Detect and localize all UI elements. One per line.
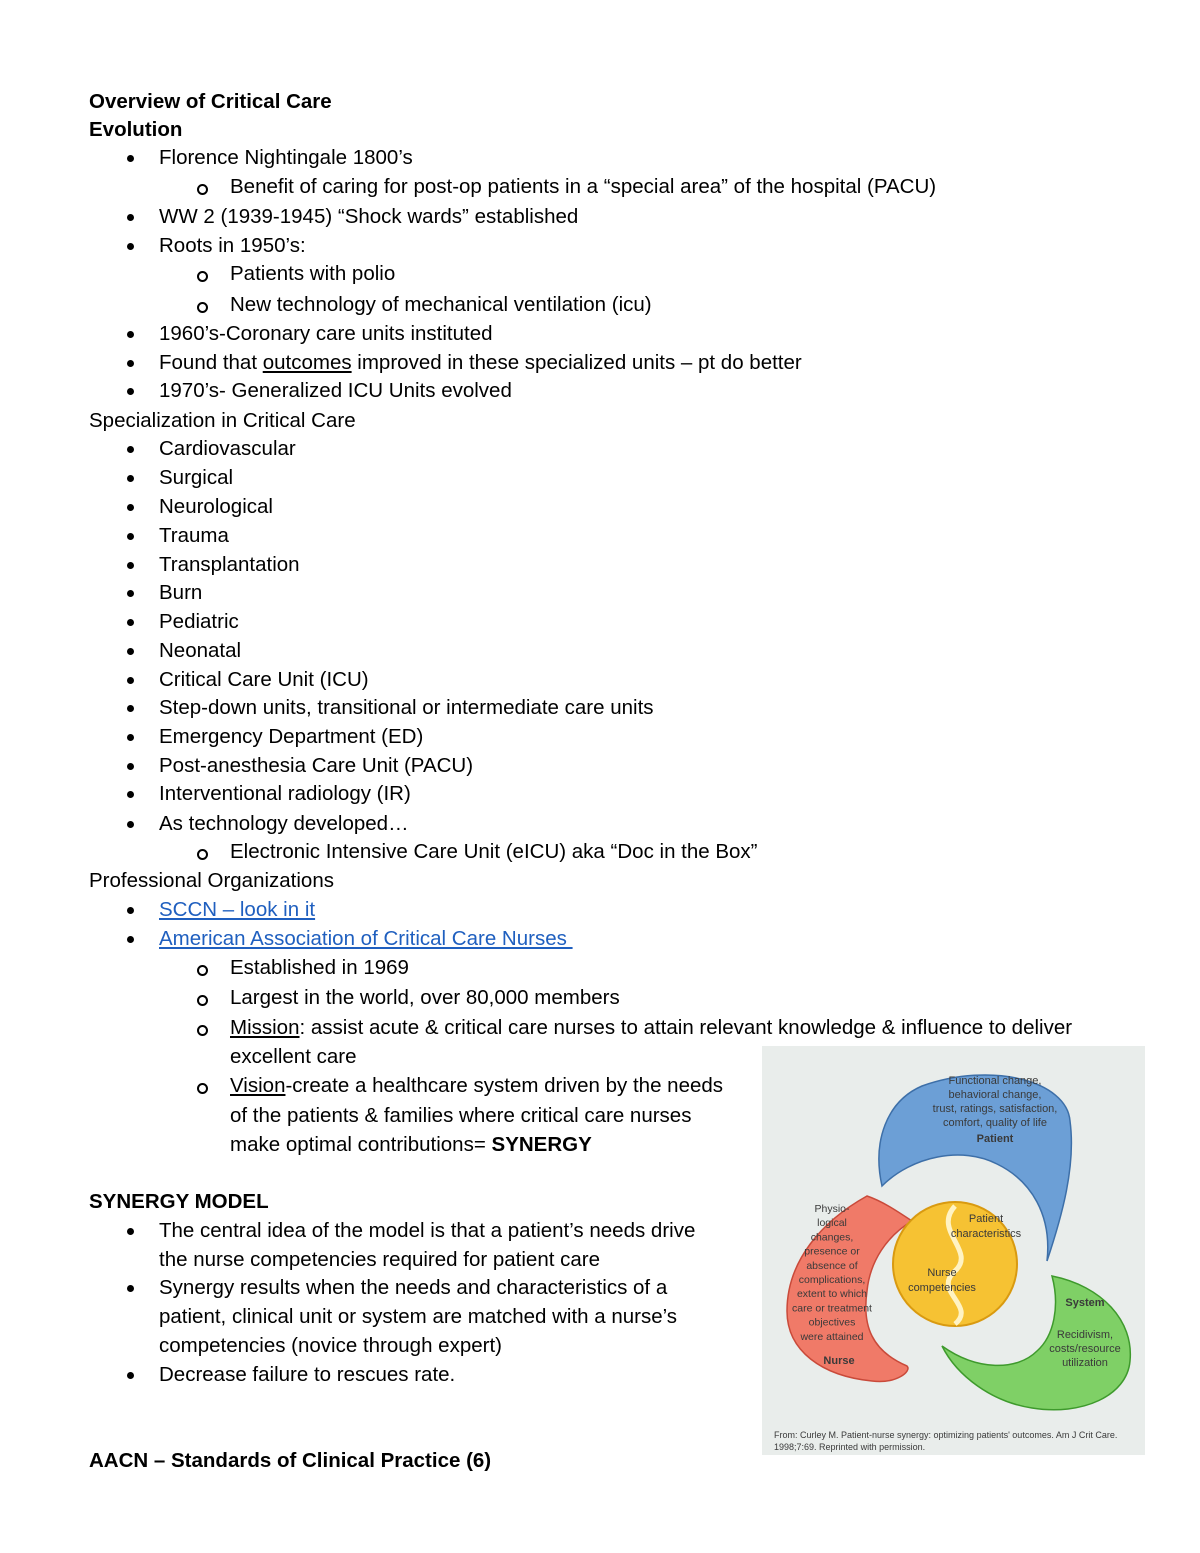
organizations-heading: Professional Organizations	[89, 869, 334, 892]
bullet-icon	[127, 155, 134, 162]
patient-outcome-label: behavioral change,	[948, 1089, 1042, 1101]
patient-outcome-label: trust, ratings, satisfaction,	[932, 1103, 1058, 1115]
sub-bullet-icon	[197, 302, 208, 313]
bullet-icon	[127, 763, 134, 770]
list-item: Established in 1969	[230, 956, 409, 979]
specialization-item: Surgical	[159, 466, 234, 489]
synergy-word: SYNERGY	[491, 1133, 592, 1156]
bullet-icon	[127, 734, 134, 741]
list-item: the nurse competencies required for patient care	[159, 1248, 601, 1271]
nurse-outcome-label: changes,	[810, 1231, 854, 1244]
bullet-icon	[127, 791, 134, 798]
list-item: The central idea of the model is that a patient’s needs drive	[159, 1219, 696, 1242]
center-label: Nurse	[927, 1267, 957, 1279]
list-item: Benefit of caring for post-op patients in a “special area” of the hospital (PACU)	[230, 175, 937, 198]
center-label: characteristics	[950, 1228, 1022, 1240]
bullet-icon	[127, 360, 134, 367]
vision-label: Vision	[230, 1074, 286, 1097]
nurse-outcome-label: absence of	[806, 1259, 858, 1272]
sub-bullet-icon	[197, 1025, 208, 1036]
specialization-item: Burn	[159, 581, 203, 604]
list-item: 1970’s- Generalized ICU Units evolved	[159, 379, 512, 402]
evolution-heading: Evolution	[89, 118, 183, 141]
nurse-title: Nurse	[823, 1355, 855, 1367]
bullet-icon	[127, 907, 134, 914]
bullet-icon	[127, 533, 134, 540]
list-item: Electronic Intensive Care Unit (eICU) aka “Doc in the Box”	[230, 840, 758, 863]
nurse-outcome-label: logical	[817, 1217, 847, 1230]
sub-bullet-icon	[197, 849, 208, 860]
center-label: competencies	[908, 1282, 976, 1294]
specialization-item: Critical Care Unit (ICU)	[159, 668, 369, 691]
bullet-icon	[127, 504, 134, 511]
specialization-item: Cardiovascular	[159, 437, 296, 460]
bullet-icon	[127, 475, 134, 482]
bullet-icon	[127, 648, 134, 655]
system-outcome-label: utilization	[1062, 1357, 1108, 1369]
specialization-heading: Specialization in Critical Care	[89, 409, 356, 432]
figure-citation: From: Curley M. Patient-nurse synergy: optimizing patients' outcomes. Am J Crit Care.	[774, 1430, 1118, 1440]
figure-citation: 1998;7:69. Reprinted with permission.	[774, 1442, 926, 1452]
vision-text: make optimal contributions=	[230, 1133, 492, 1156]
mission-label: Mission	[230, 1016, 300, 1039]
specialization-item: Trauma	[159, 524, 229, 547]
nurse-outcome-label: objectives	[808, 1316, 856, 1329]
sub-bullet-icon	[197, 965, 208, 976]
page-title: Overview of Critical Care	[89, 90, 332, 113]
text: improved in these specialized units – pt do better	[351, 351, 802, 374]
list-item: competencies (novice through expert)	[159, 1334, 502, 1357]
list-item	[159, 351, 802, 375]
specialization-item: Step-down units, transitional or intermediate care units	[159, 696, 654, 719]
specialization-item: Post-anesthesia Care Unit (PACU)	[159, 754, 474, 777]
specialization-item: Pediatric	[159, 610, 239, 633]
bullet-icon	[127, 562, 134, 569]
specialization-item: Transplantation	[159, 553, 300, 576]
vision-text: -create a healthcare system driven by the needs	[285, 1074, 724, 1097]
system-outcome-label: Recidivism,	[1056, 1329, 1114, 1341]
bullet-icon	[127, 619, 134, 626]
bullet-icon	[127, 243, 134, 250]
list-item: Roots in 1950’s:	[159, 234, 306, 257]
list-item: WW 2 (1939-1945) “Shock wards” established	[159, 205, 579, 228]
mission-text: : assist acute & critical care nurses to attain relevant knowledge & influence to deliver	[299, 1016, 1073, 1039]
bullet-icon	[127, 705, 134, 712]
bullet-icon	[127, 331, 134, 338]
bullet-icon	[127, 821, 134, 828]
system-title: System	[1065, 1297, 1105, 1309]
patient-outcome-label: Functional change,	[948, 1075, 1042, 1087]
bullet-icon	[127, 1372, 134, 1379]
system-outcome-label: costs/resource	[1049, 1343, 1121, 1355]
outcomes-underlined: outcomes	[262, 351, 352, 374]
sccn-link[interactable]: SCCN – look in it	[159, 898, 316, 921]
list-item: of the patients & families where critical care nurses	[230, 1104, 692, 1127]
sub-bullet-icon	[197, 995, 208, 1006]
center-label: Patient	[968, 1213, 1004, 1225]
list-item	[230, 1133, 592, 1157]
list-item	[230, 1074, 723, 1098]
patient-outcome-label: comfort, quality of life	[943, 1117, 1047, 1129]
bullet-icon	[127, 1285, 134, 1292]
specialization-item: As technology developed…	[159, 812, 409, 835]
list-item: 1960’s-Coronary care units instituted	[159, 322, 493, 345]
list-item: Synergy results when the needs and characteristics of a	[159, 1276, 668, 1299]
nurse-outcome-label: Physio-	[814, 1203, 850, 1215]
bullet-icon	[127, 214, 134, 221]
nurse-outcome-label: presence or	[804, 1245, 860, 1258]
synergy-heading: SYNERGY MODEL	[89, 1190, 269, 1213]
list-item: New technology of mechanical ventilation (icu)	[230, 293, 652, 316]
bullet-icon	[127, 590, 134, 597]
bullet-icon	[127, 936, 134, 943]
standards-heading: AACN – Standards of Clinical Practice (6)	[89, 1449, 492, 1472]
nurse-outcome-label: care or treatment	[792, 1302, 872, 1315]
bullet-icon	[127, 1228, 134, 1235]
patient-title: Patient	[976, 1133, 1014, 1145]
nurse-outcome-label: complications,	[798, 1274, 866, 1286]
list-item: patient, clinical unit or system are matched with a nurse’s	[159, 1305, 678, 1328]
list-item: excellent care	[230, 1045, 357, 1068]
bullet-icon	[127, 388, 134, 395]
list-item: Decrease failure to rescues rate.	[159, 1363, 456, 1386]
sub-bullet-icon	[197, 1083, 208, 1094]
sub-bullet-icon	[197, 184, 208, 195]
list-item: Florence Nightingale 1800’s	[159, 146, 413, 169]
specialization-item: Emergency Department (ED)	[159, 725, 424, 748]
bullet-icon	[127, 677, 134, 684]
nurse-outcome-label: were attained	[800, 1330, 864, 1343]
nurse-outcome-label: extent to which	[796, 1288, 868, 1301]
list-item: Patients with polio	[230, 262, 396, 285]
synergy-model-figure	[762, 1046, 1145, 1455]
specialization-item: Neurological	[159, 495, 273, 518]
specialization-item: Neonatal	[159, 639, 242, 662]
specialization-item: Interventional radiology (IR)	[159, 782, 411, 805]
list-item: Largest in the world, over 80,000 members	[230, 986, 620, 1009]
aacn-link[interactable]: American Association of Critical Care Nurses	[159, 927, 573, 950]
text: Found that	[159, 351, 263, 374]
bullet-icon	[127, 446, 134, 453]
sub-bullet-icon	[197, 271, 208, 282]
list-item	[230, 1016, 1072, 1040]
